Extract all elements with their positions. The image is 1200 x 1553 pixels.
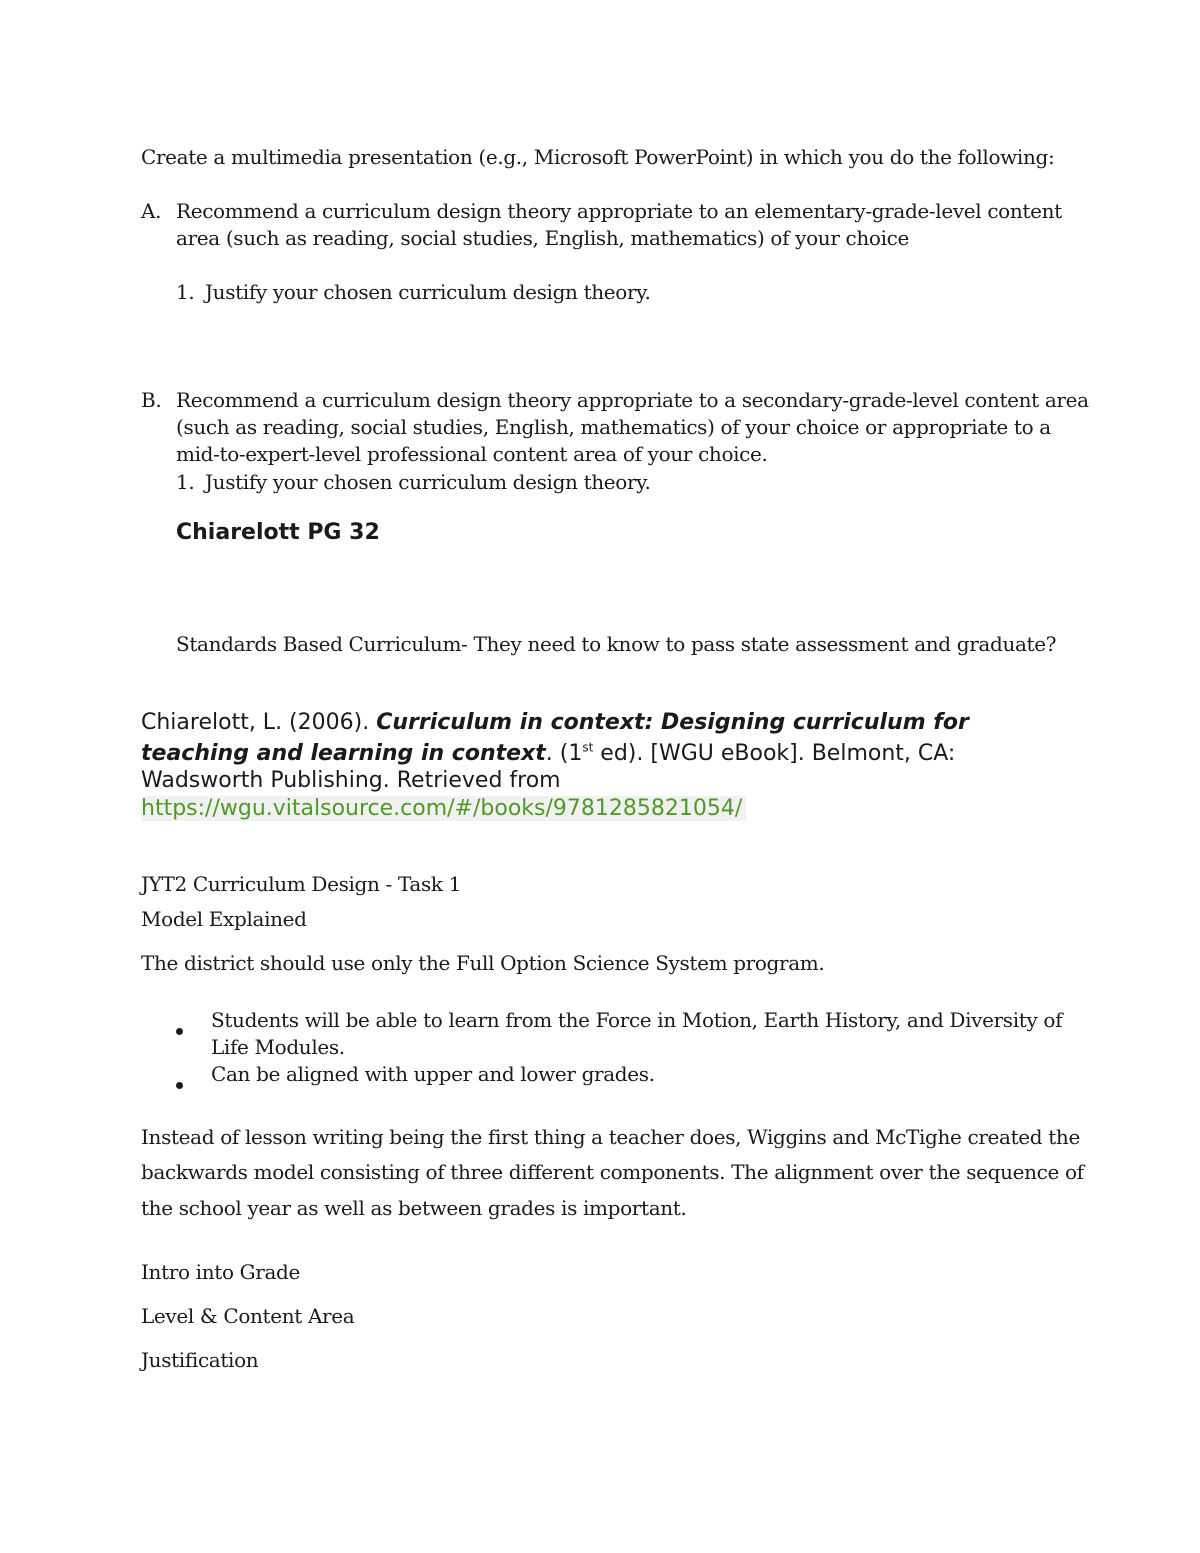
section-b-item-text: Justify your chosen curriculum design theory.: [205, 470, 651, 494]
section-a-item-text: Justify your chosen curriculum design theory.: [205, 280, 651, 304]
outline-item: Justification: [141, 1348, 259, 1372]
citation-edition-close: ed). [WGU eBook]. Belmont, CA:: [593, 741, 956, 766]
citation-url-wrapper: [141, 796, 746, 821]
outline-item: Level & Content Area: [141, 1304, 355, 1328]
citation-title-part-2: teaching and learning in context: [141, 741, 546, 766]
bullet-marker-2: [176, 1070, 183, 1094]
section-b-line-2: (such as reading, social studies, English, mathematics) of your choice or appropriate to a: [176, 415, 1051, 439]
citation-publisher: Wadsworth Publishing. Retrieved from: [141, 768, 561, 793]
citation-line-1: [141, 710, 969, 735]
standards-line: Standards Based Curriculum- They need to know to pass state assessment and graduate?: [176, 632, 1057, 656]
paragraph-line-2: backwards model consisting of three different components. The alignment over the sequence of: [141, 1160, 1084, 1184]
paragraph-line-1: Instead of lesson writing being the first thing a teacher does, Wiggins and McTighe created the: [141, 1125, 1080, 1149]
bullet-1-line-1: Students will be able to learn from the Force in Motion, Earth History, and Diversity of: [211, 1008, 1063, 1032]
bullet-dot-icon: [176, 1028, 183, 1035]
citation-title-part-1: Curriculum in context: Designing curriculum for: [376, 710, 969, 735]
bullet-marker-1: [176, 1016, 183, 1040]
section-b-marker: B.: [141, 388, 162, 412]
citation-edition-sup: st: [582, 740, 594, 755]
section-a-item-marker: 1.: [176, 280, 195, 304]
section-b-line-1: Recommend a curriculum design theory appropriate to a secondary-grade-level content area: [176, 388, 1089, 412]
outline-item: Intro into Grade: [141, 1260, 300, 1284]
bullet-dot-icon: [176, 1082, 183, 1089]
model-explained: Model Explained: [141, 907, 307, 931]
paragraph-line-3: the school year as well as between grades is important.: [141, 1196, 687, 1220]
bullet-1-line-2: Life Modules.: [211, 1035, 345, 1059]
intro-text: Create a multimedia presentation (e.g., Microsoft PowerPoint) in which you do the following:: [141, 145, 1055, 169]
citation-edition-open: . (1: [545, 741, 583, 766]
section-a-marker: A.: [141, 199, 162, 223]
district-line: The district should use only the Full Option Science System program.: [141, 951, 825, 975]
task-title: JYT2 Curriculum Design - Task 1: [141, 872, 462, 896]
section-heading: Chiarelott PG 32: [176, 520, 380, 545]
bullet-2-line-1: Can be aligned with upper and lower grades.: [211, 1062, 655, 1086]
section-a-line-2: area (such as reading, social studies, English, mathematics) of your choice: [176, 226, 909, 250]
citation-url-link[interactable]: https://wgu.vitalsource.com/#/books/9781285821054/: [141, 796, 746, 821]
section-a-line-1: Recommend a curriculum design theory appropriate to an elementary-grade-level content: [176, 199, 1062, 223]
section-b-line-3: mid-to-expert-level professional content area of your choice.: [176, 442, 768, 466]
citation-line-2: [141, 741, 955, 766]
citation-author: Chiarelott, L. (2006).: [141, 710, 370, 735]
section-b-item-marker: 1.: [176, 470, 195, 494]
